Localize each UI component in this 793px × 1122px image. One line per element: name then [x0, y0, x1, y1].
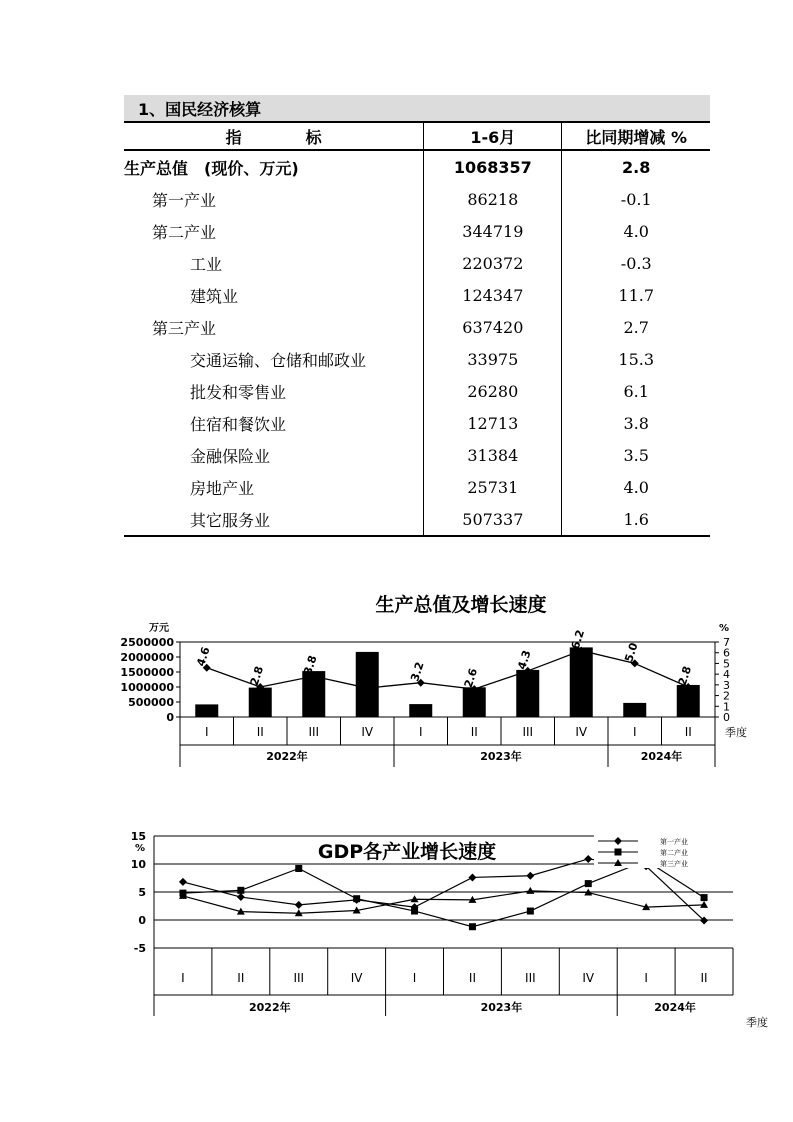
growth-data-label: 3.8: [301, 653, 320, 677]
series-point-square: [701, 894, 708, 901]
industry-growth-chart: [0, 825, 793, 1029]
row-value: 124347: [424, 279, 562, 311]
y-tick-label-right: 5: [723, 657, 730, 671]
table-row: [124, 343, 710, 375]
chart-title: 生产总值及增长速度: [375, 594, 547, 616]
bar: [623, 703, 646, 717]
y-tick-label-right: 1: [723, 700, 730, 714]
table-row: [124, 215, 710, 247]
growth-data-label: 4.3: [515, 648, 534, 672]
row-indicator-name: 其它服务业: [124, 503, 424, 536]
series-point-diamond: [179, 878, 187, 886]
row-change: 3.5: [562, 439, 710, 471]
group-label: 2023年: [480, 1001, 523, 1014]
growth-data-label: 2.6: [461, 666, 481, 690]
row-change: 6.1: [562, 375, 710, 407]
row-value: 637420: [424, 311, 562, 343]
table-row: [124, 439, 710, 471]
y-tick-label-right: 3: [723, 678, 730, 692]
series-point-diamond: [295, 901, 303, 909]
series-line-triangle: [183, 891, 704, 913]
row-indicator-name: 第一产业: [152, 190, 217, 210]
row-indicator-name: 生产总值 (现价、万元): [124, 158, 299, 178]
y-tick-label-left: 2500000: [120, 636, 174, 649]
y-tick-label: 5: [138, 886, 146, 899]
series-point-square: [353, 895, 360, 902]
growth-data-label: 2.8: [675, 664, 695, 688]
row-change: 4.0: [562, 471, 710, 503]
row-change: -0.1: [562, 183, 710, 215]
series-point-triangle: [700, 901, 708, 908]
table-row: [124, 279, 710, 311]
bar: [409, 704, 432, 717]
row-value: 86218: [424, 183, 562, 215]
category-label: I: [632, 725, 637, 739]
indicator-table: [124, 121, 710, 537]
category-label: III: [308, 725, 320, 739]
legend-label: 第三产业: [660, 860, 688, 868]
category-label: I: [644, 971, 648, 985]
category-label: II: [237, 971, 245, 985]
table-row: [124, 247, 710, 279]
category-label: II: [684, 725, 692, 739]
category-label: II: [470, 725, 478, 739]
y-tick-label-left: 500000: [128, 696, 174, 709]
legend-label: 第一产业: [660, 838, 688, 846]
category-label: I: [204, 725, 209, 739]
row-change: 11.7: [562, 279, 710, 311]
row-change: 2.7: [562, 311, 710, 343]
row-indicator-name: 批发和零售业: [190, 382, 287, 402]
row-indicator-name: 住宿和餐饮业: [190, 414, 287, 434]
row-change: 15.3: [562, 343, 710, 375]
y-tick-label-right: 0: [723, 711, 730, 724]
gdp-growth-chart: [0, 585, 793, 785]
series-point-diamond: [584, 855, 592, 863]
series-point-square: [237, 887, 244, 894]
row-change: 3.8: [562, 407, 710, 439]
row-value: 220372: [424, 247, 562, 279]
section-title: 1、国民经济核算: [138, 100, 262, 119]
chart-title: GDP各产业增长速度: [317, 841, 497, 863]
row-value: 31384: [424, 439, 562, 471]
row-change: 1.6: [562, 503, 710, 536]
table-row: [124, 150, 710, 183]
y-tick-label-right: 6: [723, 646, 730, 660]
bar: [195, 704, 218, 717]
category-label: IV: [575, 725, 588, 739]
table-header-row: [124, 122, 710, 150]
category-label: I: [418, 725, 423, 739]
row-indicator-name: 工业: [190, 254, 223, 274]
header-period: 1-6月: [424, 122, 562, 150]
growth-data-label: 6.2: [568, 628, 588, 651]
header-indicator: 指 标: [124, 122, 424, 150]
table-row: [124, 183, 710, 215]
group-label: 2022年: [266, 750, 308, 763]
y-tick-label: 15: [130, 830, 146, 843]
growth-data-label: 3.2: [408, 660, 427, 683]
series-point-diamond: [468, 873, 476, 881]
legend-marker-square: [615, 849, 622, 856]
category-label: II: [468, 971, 476, 985]
row-indicator-name: 建筑业: [190, 286, 239, 306]
row-value: 33975: [424, 343, 562, 375]
series-point-square: [411, 908, 418, 915]
legend-label: 第二产业: [660, 849, 688, 857]
y-tick-label-left: 2000000: [120, 651, 174, 664]
category-label: III: [522, 725, 534, 739]
series-line-square: [183, 861, 704, 927]
growth-data-label: 4.6: [194, 645, 213, 668]
row-indicator-name: 房地产业: [190, 478, 255, 498]
category-label: IV: [361, 725, 374, 739]
group-label: 2024年: [654, 1001, 696, 1014]
y-tick-label-right: 2: [723, 689, 730, 703]
row-value: 344719: [424, 215, 562, 247]
row-change: -0.3: [562, 247, 710, 279]
y-tick-label-right: 7: [723, 636, 730, 649]
bar: [570, 647, 593, 717]
growth-data-label: 5.0: [622, 641, 641, 664]
series-point-diamond: [237, 893, 245, 901]
bar: [516, 670, 539, 717]
category-label: II: [700, 971, 708, 985]
category-label: I: [412, 971, 417, 985]
table-row: [124, 471, 710, 503]
x-axis-label: 季度: [725, 726, 747, 739]
growth-data-label: 2.7: [354, 665, 374, 689]
series-point-square: [469, 923, 476, 930]
table-row: [124, 503, 710, 536]
table-row: [124, 375, 710, 407]
row-indicator-name: 第三产业: [152, 318, 217, 338]
y-axis-left-unit: 万元: [149, 623, 169, 634]
category-label: IV: [350, 971, 363, 985]
growth-line: [207, 648, 689, 690]
category-label: I: [181, 971, 185, 985]
y-axis-right-unit: %: [718, 623, 730, 634]
row-change: 4.0: [562, 215, 710, 247]
row-change: 2.8: [562, 150, 710, 183]
y-tick-label: -5: [133, 942, 146, 955]
y-tick-label-right: 4: [723, 668, 730, 682]
row-value: 1068357: [424, 150, 562, 183]
bar: [249, 688, 272, 717]
group-label: 2024年: [640, 750, 683, 763]
growth-data-label: 2.8: [247, 664, 267, 688]
row-value: 12713: [424, 407, 562, 439]
category-label: II: [256, 725, 264, 739]
row-value: 25731: [424, 471, 562, 503]
table-row: [124, 311, 710, 343]
y-tick-label: 10: [130, 858, 146, 871]
y-tick-label-left: 0: [166, 711, 174, 724]
y-tick-label: 0: [138, 914, 146, 927]
group-label: 2022年: [248, 1001, 291, 1014]
x-axis-label: 季度: [746, 1016, 768, 1029]
group-label: 2023年: [480, 750, 522, 763]
series-point-square: [527, 908, 534, 915]
row-value: 507337: [424, 503, 562, 536]
table-row: [124, 407, 710, 439]
series-point-diamond: [526, 872, 534, 880]
category-label: III: [525, 971, 536, 985]
category-label: IV: [582, 971, 595, 985]
row-value: 26280: [424, 375, 562, 407]
category-label: III: [293, 971, 305, 985]
y-axis-unit: %: [134, 843, 146, 854]
row-indicator-name: 交通运输、仓储和邮政业: [190, 350, 367, 370]
series-point-square: [295, 865, 302, 872]
series-point-square: [585, 880, 592, 887]
row-indicator-name: 第二产业: [152, 222, 217, 242]
y-tick-label-left: 1500000: [120, 666, 174, 679]
header-change: 比同期增减 %: [562, 122, 710, 150]
y-tick-label-left: 1000000: [120, 681, 174, 694]
row-indicator-name: 金融保险业: [190, 446, 271, 466]
